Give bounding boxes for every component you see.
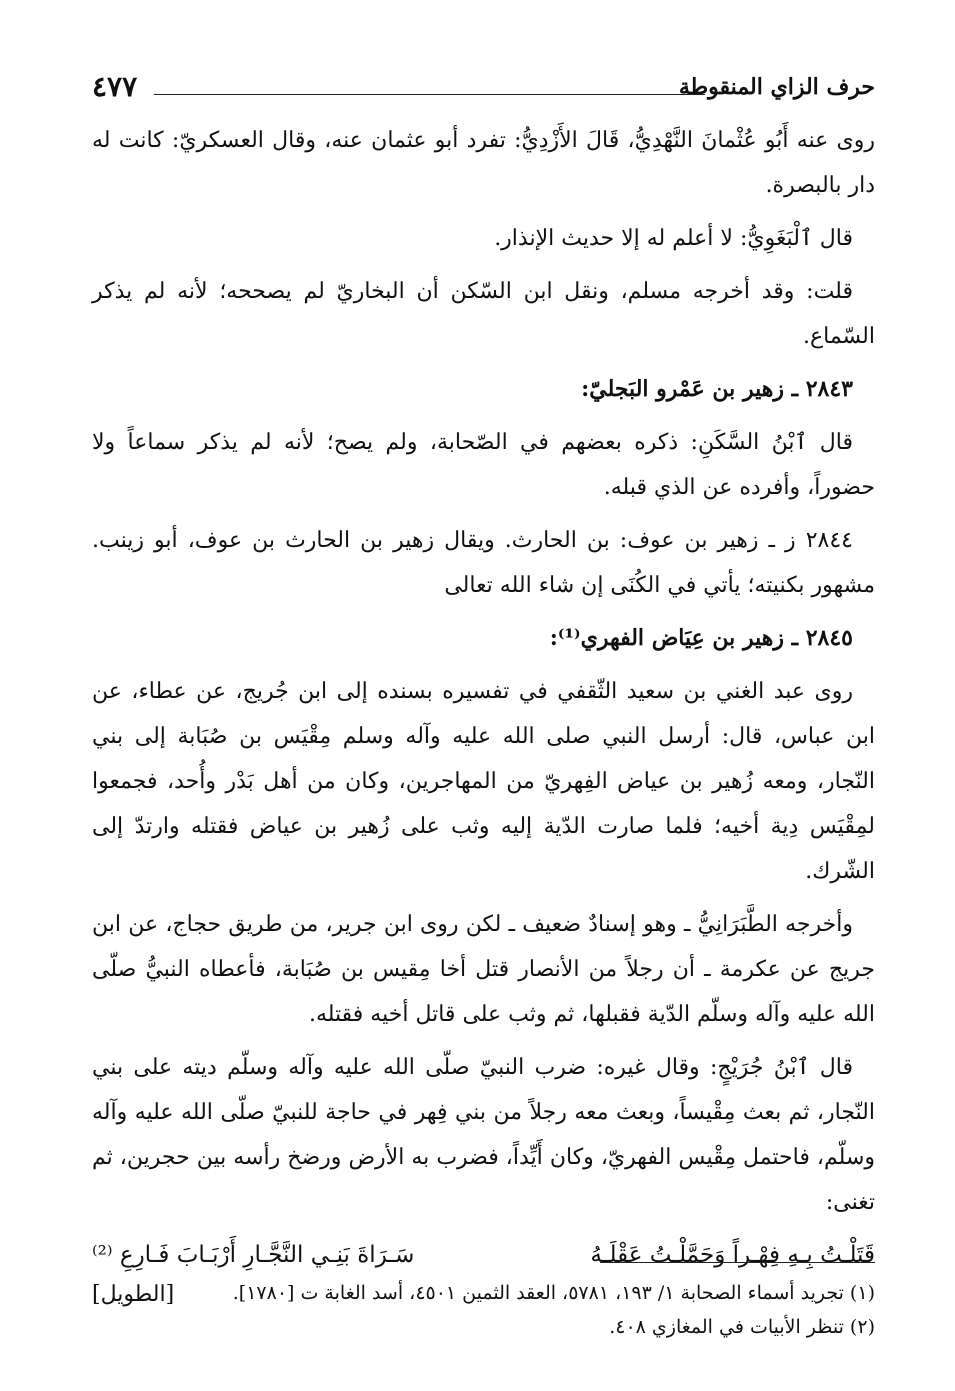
entry-heading: ٢٨٤٥ ـ زهير بن عِيَاض الفهري⁽¹⁾: — [549, 625, 853, 651]
footnote-separator — [600, 1262, 875, 1263]
paragraph: قال ٱبْنُ السَّكَنِ: ذكره بعضهم في الصّحابة، ولم يصح؛ لأنه لم يذكر سماعاً ولا حضوراً، وأفرده عن الذي قبله. — [92, 430, 875, 500]
paragraph: ٢٨٤٤ ز ـ زهير بن عوف: بن الحارث. ويقال زهير بن الحارث بن عوف، أبو زينب. مشهور بكنيته؛ يأتي في الكُنَى إن شاء الله تعالى — [92, 528, 875, 598]
verse-meter: [الطويل] — [92, 1282, 175, 1307]
footnotes — [92, 1276, 875, 1344]
entry-heading: ٢٨٤٣ ـ زهير بن عَمْرو البَجليّ: — [581, 376, 853, 402]
paragraph: روى عبد الغني بن سعيد الثّقفي في تفسيره بسنده إلى ابن جُريج، عن عطاء، عن ابن عباس، قال: أرسل النبي صلى الله عليه وآله وسلم مِقْيَس بن صُبَابة إلى بني النّجار، ومعه زُهير بن عياض الفِهريّ من المهاجرين، وكان من أهل بَدْر وأُحد، فجمعوا لمِقْيَس دِية أخيه؛ فلما صارت الدّية إليه وثب على زُهير بن عياض فقتله وارتدّ إلى الشّرك. — [92, 679, 875, 884]
main-text — [92, 118, 875, 1317]
paragraph: قال ٱبْنُ جُرَيْجٍ: وقال غيره: ضرب النبيّ صلّى الله عليه وآله وسلّم ديته على بني النّجار، ثم بعث مِقْيساً، وبعث معه رجلاً من بني فِهر في حاجة للنبيّ صلّى الله عليه وآله وسلّم، فاحتمل مِقْيس الفهريّ، وكان أَيِّداً، فضرب به الأرض ورضخ رأسه بين حجرين، ثم تغنى: — [92, 1055, 875, 1215]
paragraph: روى عنه أَبُو عُثْمانَ النَّهْدِيُّ، قَالَ الأَزْدِيُّ: تفرد أبو عثمان عنه، وقال العسكريّ: كانت له دار بالبصرة. — [92, 128, 875, 198]
paragraph: قلت: وقد أخرجه مسلم، ونقل ابن السّكن أن البخاريّ لم يصححه؛ لأنه لم يذكر السّماع. — [92, 279, 875, 349]
verse-first-hemistich: قَتَلْـتُ بِـهِ فِهْـراً وَحَمَّلْـتُ عَقْلَـهُ — [590, 1242, 875, 1268]
footnote: (٢) تنظر الأبيات في المغازي ٤٠٨. — [609, 1316, 875, 1338]
page-number: ٤٧٧ — [92, 70, 138, 103]
paragraph: قال ٱلْبَغَوِيُّ: لا أعلم له إلا حديث الإنذار. — [494, 226, 853, 251]
verse-second-hemistich: سَـرَاةَ بَنِـي النَّجَّـارِ أَرْبَـابَ فَـارِعِ ⁽²⁾ — [92, 1242, 415, 1268]
running-title: حرف الزاي المنقوطة — [678, 74, 875, 100]
paragraph: وأخرجه الطَّبَرَانِيُّ ـ وهو إسنادٌ ضعيف ـ لكن روى ابن جرير، من طريق حجاج، عن ابن جريج عن عكرمة ـ أن رجلاً من الأنصار قتل أخا مِقيس بن صُبَابة، فأعطاه النبيُّ صلّى الله عليه وآله وسلّم الدّية فقبلها، ثم وثب على قاتل أخيه فقتله. — [92, 912, 875, 1027]
footnote: (١) تجريد أسماء الصحابة ١/ ١٩٣، ٥٧٨١، العقد الثمين ٤٥٠١، أسد الغابة ت [١٧٨٠]. — [232, 1282, 875, 1304]
header-rule — [154, 94, 705, 95]
running-header — [92, 70, 875, 110]
